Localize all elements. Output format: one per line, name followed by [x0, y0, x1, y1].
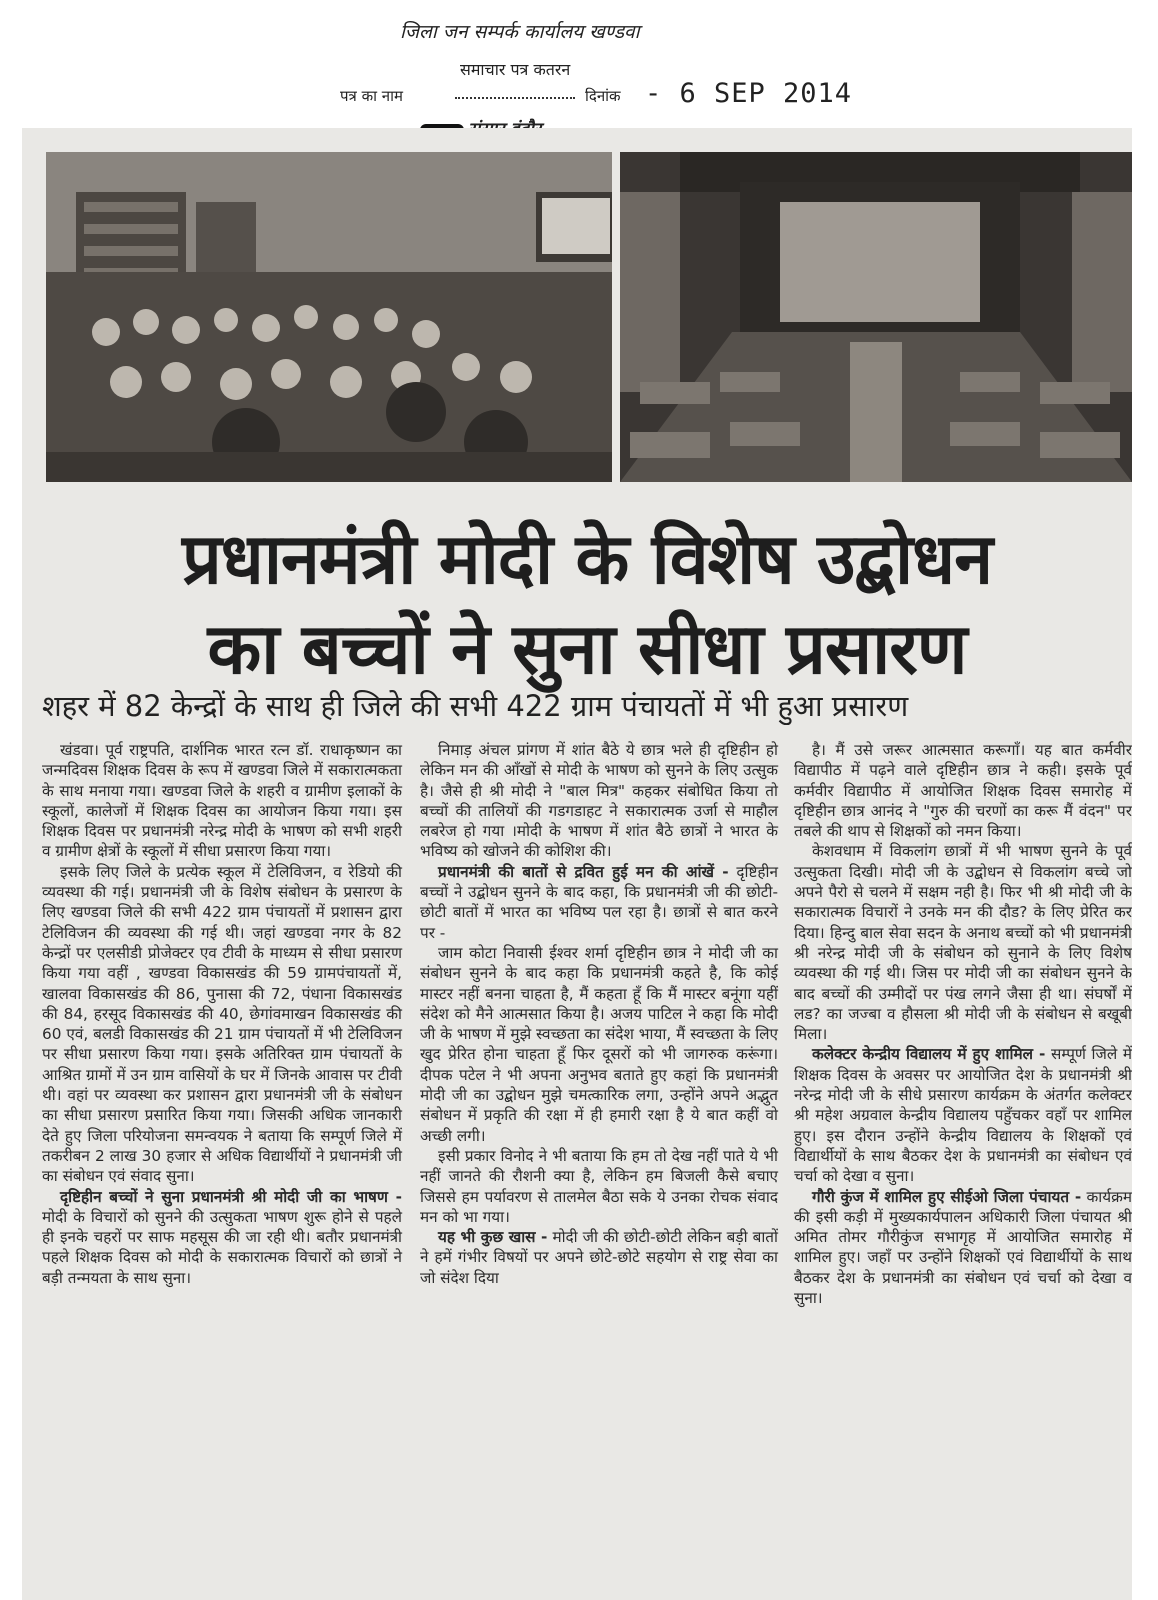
subheadline: शहर में 82 केन्द्रों के साथ ही जिले की सभी 422 ग्राम पंचायतों में भी हुआ प्रसारण: [42, 689, 909, 723]
stamp-title: समाचार पत्र कतरन: [460, 60, 571, 79]
paragraph-subhead: दृष्टिहीन बच्चों ने सुना प्रधानमंत्री श्री मोदी जी का भाषण -: [60, 1187, 402, 1206]
paragraph: इसी प्रकार विनोद ने भी बताया कि हम तो देख नहीं पाते ये भी नहीं जानते की रौशनी क्या है, लेकिन हम बिजली कैसे बचाए जिससे हम पर्यावरण से तालमेल बैठा सके ये उनका रोचक संवाद मन को भा गया।: [420, 1146, 778, 1226]
paragraph: इसके लिए जिले के प्रत्येक स्कूल में टेलिविजन, व रेडियो की व्यवस्था की गई। प्रधानमंत्री जी के विशेष संबोधन के प्रसारण के लिए खण्डवा जिले की सभी 422 ग्राम पंचायतों में प्रशासन द्वारा टेलिविजन की व्यवस्था की गई थी। जहां खण्डवा नगर के 82 केन्द्रों पर एलसीडी प्रोजेक्टर एव टीवी के माध्यम से सीधा प्रसारण किया गया वहीं , खण्डवा विकासखंड की 59 ग्रामपंचायतों में, खालवा विकासखंड की 86, पुनासा की 72, पंधाना विकासखंड की 84, हरसूद विकासखंड की 40, छेगांवमाखन विकासखंड की 60 एवं, बलडी विकासखंड की 21 ग्राम पंचायतों में भी टेलिविजन पर सीधा प्रसारण किया गया। इसके अतिरिक्त ग्राम पंचायतों के आश्रित ग्रामों में उन ग्राम वासियों के घर में जिनके आवास पर टीवी थी। वहां पर व्यवस्था कर प्रशासन द्वारा प्रधानमंत्री जी के संबोधन का सीधा प्रसारण प्रसारित किया गया। जिसकी अधिक जानकारी देते हुए जिला परियोजना समन्वयक ने बताया कि सम्पूर्ण जिले में तकरीबन 2 लाख 30 हजार से अधिक विद्यार्थीयों ने प्रधानमंत्री जी का संबोधन एवं संवाद सुना।: [42, 862, 402, 1186]
paragraph: जाम कोटा निवासी ईश्वर शर्मा दृष्टिहीन छात्र ने मोदी जी का संबोधन सुनने के बाद कहा कि प्रधानमंत्री कहते है, कि कोई मास्टर नहीं बनना चाहता है, मैं कहता हूँ कि मैं मास्टर बनूंगा यहीं संदेश को मैने आत्मसात किया है। अजय पाटिल ने कहा कि मोदी जी के भाषण में मुझे स्वच्छता का संदेश भाया, मैं स्वच्छता के लिए खुद प्रेरित होना चाहता हूँ फिर दूसरों को भी जागरुक करूंगा। दीपक पटेल ने भी अपना अनुभव बताते हुए कहां कि प्रधानमंत्री मोदी जी का उद्बोधन मुझे चमत्कारिक लगा, उन्होंने अपने अद्भुत संबोधन में प्रकृति की रक्षा में ही हमारी रक्षा है ये बात कहीं वो अच्छी लगी।: [420, 943, 778, 1145]
stamp-office: जिला जन सम्पर्क कार्यालय खण्डवा: [400, 21, 640, 43]
newspaper-clipping: [22, 128, 1132, 1600]
paragraph: दृष्टिहीन बच्चों ने सुना प्रधानमंत्री श्री मोदी जी का भाषण - मोदी के विचारों को सुनने की उत्सुकता भाषण शुरू होने से पहले ही इनके चहरों पर साफ महसूस की जा रही थी। बतौर प्रधानमंत्री पहले शिक्षक दिवस को मोदी के सकारात्मक विचारों को छात्रों ने बड़ी तन्मयता के साथ सुना।: [42, 1187, 402, 1287]
paragraph: यह भी कुछ खास - मोदी जी की छोटी-छोटी लेकिन बड़ी बातों ने हमें गंभीर विषयों पर अपने छोटे-छोटे सहयोग से राष्ट्र सेवा का जो संदेश दिया: [420, 1228, 778, 1287]
stamp-date-label: दिनांक: [585, 87, 621, 105]
stamp-dotted-line: [455, 97, 575, 99]
paragraph-subhead: प्रधानमंत्री की बातों से द्रवित हुई मन की आंखें -: [438, 862, 729, 881]
paragraph: गौरी कुंज में शामिल हुए सीईओ जिला पंचायत - कार्यक्रम की इसी कड़ी में मुख्यकार्यपालन अधिकारी जिला पंचायत श्री अमित तोमर गौरीकुंज सभागृह में आयोजित समारोह में शामिल हुए। जहाँ पर उन्होंने शिक्षकों एवं विद्यार्थीयों के साथ बैठकर देश के प्रधानमंत्री का संबोधन एवं चर्चा को देखा व सुना।: [794, 1187, 1132, 1308]
paragraph-subhead: यह भी कुछ खास -: [438, 1228, 548, 1247]
classroom-photo-image: [46, 152, 612, 482]
photo-classroom-broadcast: [46, 152, 612, 482]
headline-line-1: प्रधानमंत्री मोदी के विशेष उद्बोधन: [181, 518, 993, 600]
article-column-2: [420, 740, 778, 1288]
paragraph: है। मैं उसे जरूर आत्मसात करूगाँ। यह बात कर्मवीर विद्यापीठ में पढ़ने वाले दृष्टिहीन छात्र ने कही। इसके पूर्व कर्मवीर विद्यापीठ में आयोजित शिक्षक दिवस समारोह में दृष्टिहीन छात्र आनंद ने "गुरु की चरणों का करू मैं वंदन" पर तबले की थाप से शिक्षकों को नमन किया।: [794, 741, 1132, 841]
article-column-1: [42, 740, 402, 1288]
article-column-3: [794, 740, 1132, 1308]
headline-line-2: का बच्चों ने सुना सीधा प्रसारण: [207, 608, 967, 690]
paragraph: केशवधाम में विकलांग छात्रों में भी भाषण सुनने के पूर्व उत्सुकता दिखी। मोदी जी के उद्बोधन से विकलांग बच्चे जो अपने पैरो से चलने में सक्षम नही है। फिर भी श्री मोदी जी के सकारात्मक विचारों ने उनके मन की दौड? के लिए प्रेरित कर दिया। हिन्दु बाल सेवा सदन के अनाथ बच्चों को भी प्रधानमंत्री श्री नरेन्द्र मोदी जी के संबोधन को सुनाने के लिए विशेष व्यवस्था की गई थी। जिस पर मोदी जी का संबोधन सुनने के बाद बच्चों की उम्मीदों पर पंख लगने जैसा ही था। संघर्षों में लड? का जज्बा व हौसला श्री मोदी जी के संबोधन से बखूबी मिला।: [794, 842, 1132, 1044]
paragraph: खंडवा। पूर्व राष्ट्रपति, दार्शनिक भारत रत्न डॉ. राधाकृष्णन का जन्मदिवस शिक्षक दिवस के रूप में खण्डवा जिले में सकारात्मकता के साथ मनाया गया। खण्डवा जिले के शहरी व ग्रामीण इलाकों के स्कूलों, कालेजों में शिक्षक दिवस का आयोजन किया गया। इस शिक्षक दिवस पर प्रधानमंत्री नरेन्द्र मोदी के भाषण को सभी शहरी व ग्रामीण क्षेत्रों के स्कूलों में सीधा प्रसारण किया गया।: [42, 741, 402, 861]
paragraph-subhead: गौरी कुंज में शामिल हुए सीईओ जिला पंचायत -: [812, 1187, 1082, 1206]
paragraph: कलेक्टर केन्द्रीय विद्यालय में हुए शामिल - सम्पूर्ण जिले में शिक्षक दिवस के अवसर पर आयोजित देश के प्रधानमंत्री श्री नरेन्द्र मोदी जी के सीधे प्रसारण कार्यक्रम के अंतर्गत कलेक्टर श्री महेश अग्रवाल केन्द्रीय विद्यालय पहुँचकर वहाँ पर शामिल हुए। इस दौरान उन्होंने केन्द्रीय विद्यालय के शिक्षकों एवं विद्यार्थीयों के साथ बैठकर देश के प्रधानमंत्री का संबोधन एवं चर्चा को देखा व सुना।: [794, 1045, 1132, 1186]
paragraph: प्रधानमंत्री की बातों से द्रवित हुई मन की आंखें - दृष्टिहीन बच्चों ने उद्बोधन सुनने के बाद कहा, कि प्रधानमंत्री जी की छोटी-छोटी बातों में भारत का भविष्य पल रहा है। छात्रों से बात करने पर -: [420, 862, 778, 942]
stamp-paper-label: पत्र का नाम: [340, 87, 403, 105]
photo-auditorium-broadcast: [620, 152, 1132, 482]
paragraph-subhead: कलेक्टर केन्द्रीय विद्यालय में हुए शामिल -: [812, 1045, 1046, 1064]
paragraph: निमाड़ अंचल प्रांगण में शांत बैठे ये छात्र भले ही दृष्टिहीन हो लेकिन मन की आँखों से मोदी के भाषण को सुनने के लिए उत्सुक है। जैसे ही श्री मोदी ने "बाल मित्र" कहकर संबोधित किया तो बच्चों की तालियों की गडगडाहट ने सकारात्मक उर्जा से माहौल लबरेज हो गया ।मोदी के भाषण में शांत बैठे छात्रों ने भारत के भविष्य को खोजने की कोशिश की।: [420, 741, 778, 861]
stamp-date: - 6 SEP 2014: [645, 78, 853, 109]
auditorium-photo-image: [620, 152, 1132, 482]
